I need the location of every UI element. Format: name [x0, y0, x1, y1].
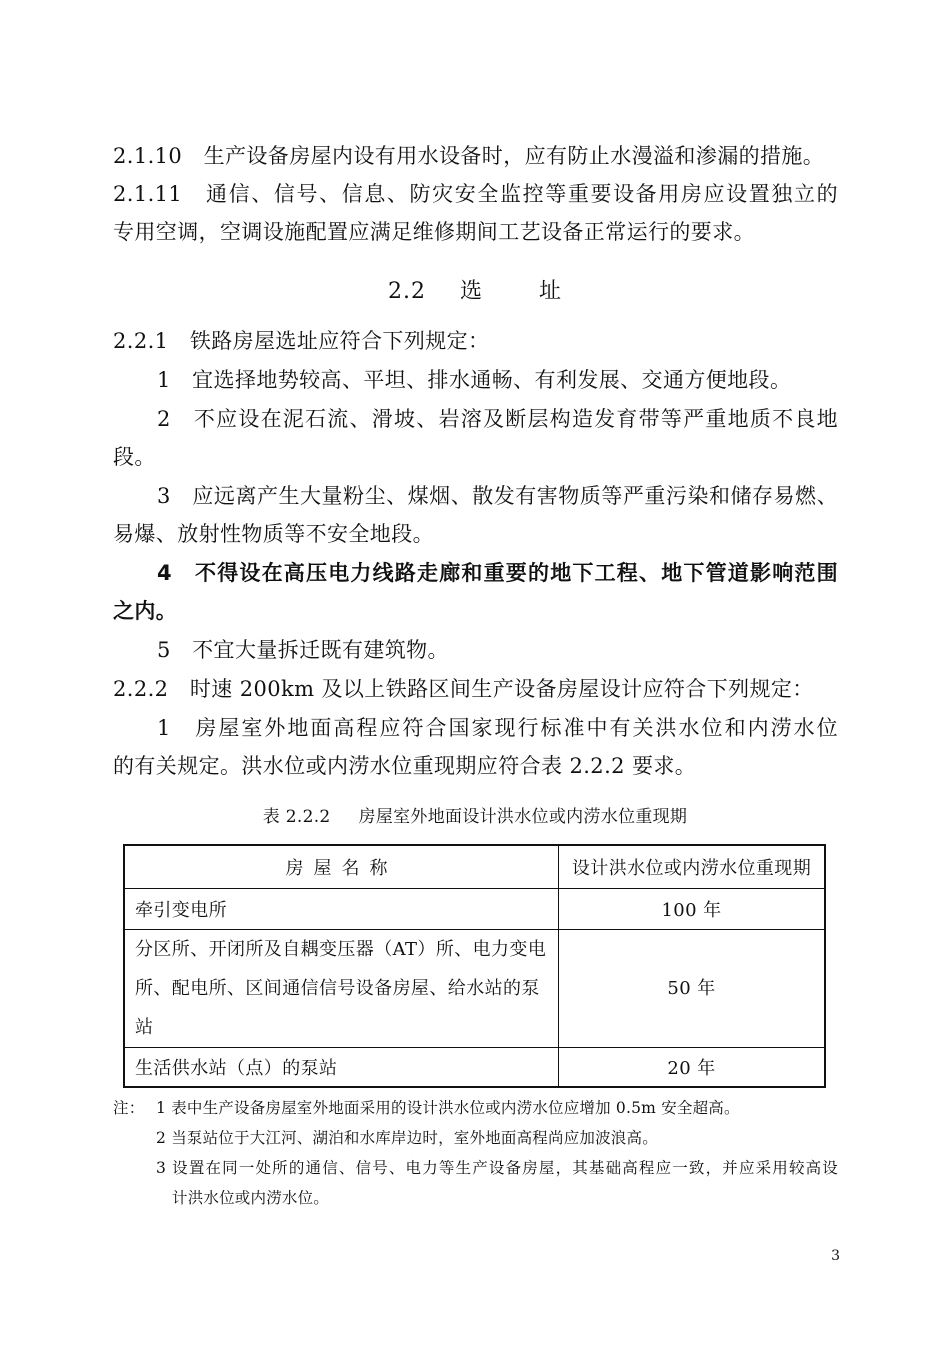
- table-cell-return-period: 50 年: [559, 930, 826, 1048]
- section-title-char1: 选: [459, 279, 483, 304]
- table-cell-building-name: 牵引变电所: [124, 889, 559, 930]
- clause-2-2-1-item-2-line2: 段。: [113, 445, 156, 469]
- paragraph-2-1-11-line2: 专用空调，空调设施配置应满足维修期间工艺设备正常运行的要求。: [113, 220, 755, 244]
- note-3-line1: 3 设置在同一处所的通信、信号、电力等生产设备房屋，其基础高程应一致，并应采用较高设: [156, 1159, 838, 1177]
- table-cell-return-period: 20 年: [559, 1048, 826, 1088]
- clause-2-2-1-item-2-line1: 2 不应设在泥石流、滑坡、岩溶及断层构造发育带等严重地质不良地: [157, 407, 838, 431]
- section-number: 2.2: [387, 279, 426, 304]
- note-2: 2 当泵站位于大江河、湖泊和水库岸边时，室外地面高程尚应加波浪高。: [156, 1129, 658, 1147]
- clause-2-2-2-item-1-line2: 的有关规定。洪水位或内涝水位重现期应符合表 2.2.2 要求。: [113, 754, 697, 778]
- table-header-return-period: 设计洪水位或内涝水位重现期: [559, 845, 826, 889]
- clause-2-2-1-item-3-line2: 易爆、放射性物质等不安全地段。: [113, 522, 434, 546]
- clause-2-2-1-item-3-line1: 3 应远离产生大量粉尘、煤烟、散发有害物质等严重污染和储存易燃、: [157, 484, 838, 508]
- section-title-char2: 址: [539, 279, 563, 304]
- paragraph-2-1-10: 2.1.10 生产设备房屋内设有用水设备时，应有防止水漫溢和渗漏的措施。: [113, 144, 825, 168]
- clause-2-2-1-heading: 2.2.1 铁路房屋选址应符合下列规定：: [113, 329, 490, 353]
- table-header-building-name: 房屋名称: [124, 845, 559, 889]
- clause-2-2-1-item-4-line2: 之内。: [113, 599, 178, 623]
- clause-2-2-1-item-4-line1: 4 不得设在高压电力线路走廊和重要的地下工程、地下管道影响范围: [157, 561, 838, 585]
- note-1: 1 表中生产设备房屋室外地面采用的设计洪水位或内涝水位应增加 0.5m 安全超高。: [156, 1099, 740, 1117]
- table-cell-building-name: 生活供水站（点）的泵站: [124, 1048, 559, 1088]
- page-number: 3: [831, 1248, 840, 1264]
- table-caption: [0, 805, 950, 829]
- clause-2-2-2-item-1-line1: 1 房屋室外地面高程应符合国家现行标准中有关洪水位和内涝水位: [157, 716, 838, 740]
- clause-2-2-1-item-5: 5 不宜大量拆迁既有建筑物。: [157, 638, 449, 662]
- table-row: [124, 1048, 825, 1088]
- table-cell-building-name: 分区所、开闭所及自耦变压器（AT）所、电力变电所、配电所、区间通信信号设备房屋、给水站的泵站: [124, 930, 559, 1048]
- clause-2-2-2-heading: 2.2.2 时速 200km 及以上铁路区间生产设备房屋设计应符合下列规定：: [113, 677, 814, 701]
- table-row: [124, 889, 825, 930]
- paragraph-2-1-11-line1: 2.1.11 通信、信号、信息、防灾安全监控等重要设备用房应设置独立的: [113, 182, 838, 206]
- table-cell-return-period: 100 年: [559, 889, 826, 930]
- table-caption-title: 房屋室外地面设计洪水位或内涝水位重现期: [358, 807, 688, 827]
- note-3-line2: 计洪水位或内涝水位。: [172, 1189, 330, 1207]
- table-header-row: [124, 845, 825, 889]
- clause-2-2-1-item-1: 1 宜选择地势较高、平坦、排水通畅、有利发展、交通方便地段。: [157, 368, 792, 392]
- table-caption-number: 表 2.2.2: [262, 807, 331, 827]
- return-period-table: [123, 844, 826, 1088]
- table-row: [124, 930, 825, 1048]
- notes-label: 注：: [113, 1099, 145, 1117]
- section-heading: [0, 277, 950, 307]
